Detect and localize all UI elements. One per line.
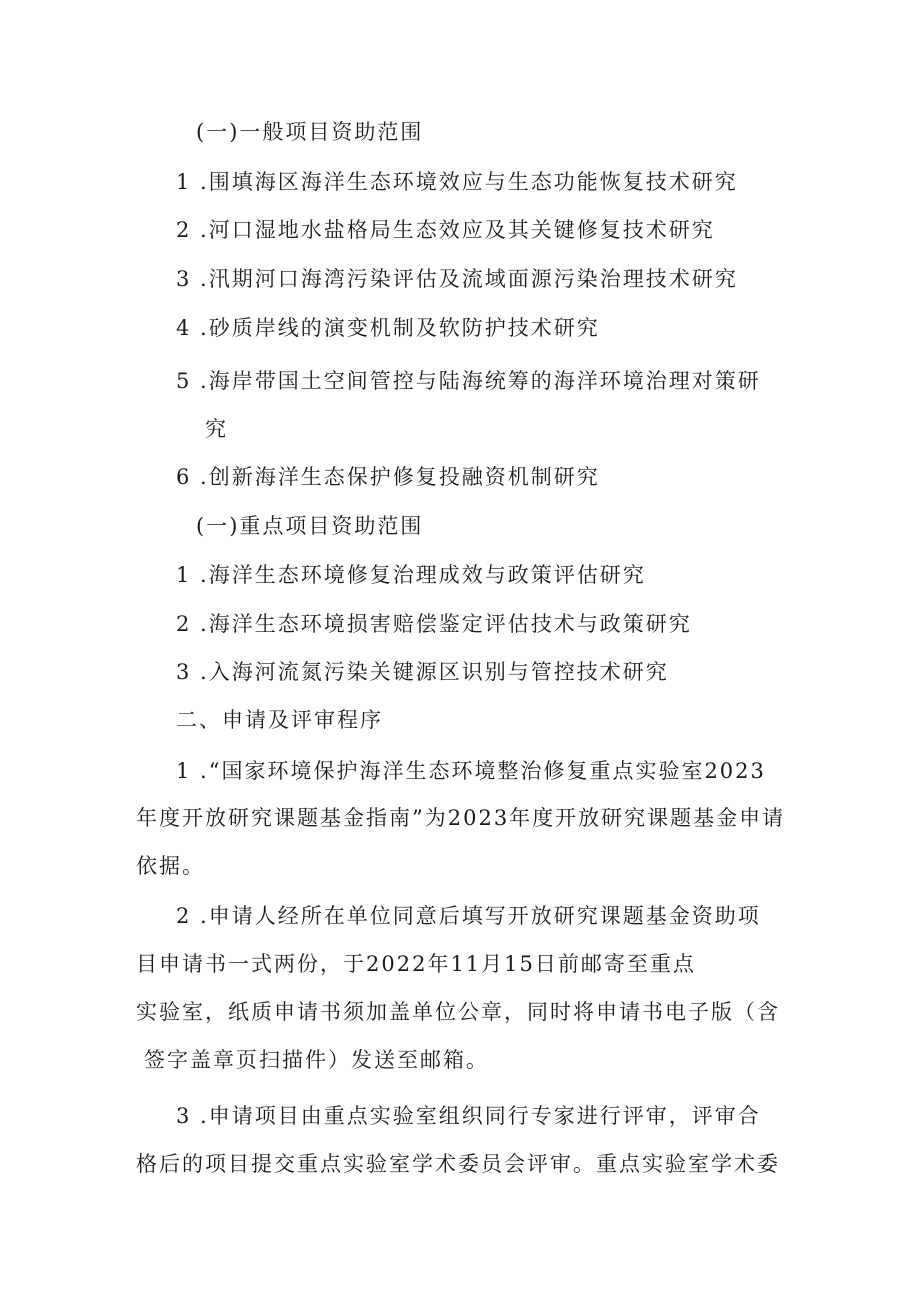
section-heading-procedure: 二、申请及评审程序 (176, 708, 383, 732)
list-item: 3 .入海河流氮污染关键源区识别与管控技术研究 (176, 660, 669, 684)
paragraph-line: 格后的项目提交重点实验室学术委员会评审。重点实验室学术委 (136, 1152, 780, 1176)
section-heading-key-projects: (一)重点项目资助范围 (196, 514, 424, 538)
list-item: 4 .砂质岸线的演变机制及软防护技术研究 (176, 316, 600, 340)
list-item: 2 .海洋生态环境损害赔偿鉴定评估技术与政策研究 (176, 612, 692, 636)
paragraph-line: 目申请书一式两份，于2022年11月15日前邮寄至重点 (136, 952, 696, 976)
list-item-continuation: 究 (205, 417, 228, 441)
list-item: 6 .创新海洋生态保护修复投融资机制研究 (176, 465, 600, 489)
list-item: 1 .海洋生态环境修复治理成效与政策评估研究 (176, 563, 646, 587)
paragraph-line: 依据。 (136, 854, 205, 878)
paragraph-line: 年度开放研究课题基金指南”为2023年度开放研究课题基金申请 (136, 806, 786, 830)
list-item: 1 .围填海区海洋生态环境效应与生态功能恢复技术研究 (176, 170, 738, 194)
paragraph-line: 2 .申请人经所在单位同意后填写开放研究课题基金资助项 (176, 904, 761, 928)
paragraph-line: 实验室，纸质申请书须加盖单位公章，同时将申请书电子版（含 (136, 1000, 780, 1024)
section-heading-general-projects: (一)一般项目资助范围 (196, 120, 424, 144)
list-item: 2 .河口湿地水盐格局生态效应及其关键修复技术研究 (176, 218, 715, 242)
paragraph-line: 1 .“国家环境保护海洋生态环境整治修复重点实验室2023 (176, 759, 766, 783)
list-item: 3 .汛期河口海湾污染评估及流域面源污染治理技术研究 (176, 267, 738, 291)
list-item: 5 .海岸带国土空间管控与陆海统筹的海洋环境治理对策研 (176, 369, 761, 393)
paragraph-line: 签字盖章页扫描件）发送至邮箱。 (144, 1048, 489, 1072)
paragraph-line: 3 .申请项目由重点实验室组织同行专家进行评审，评审合 (176, 1104, 761, 1128)
